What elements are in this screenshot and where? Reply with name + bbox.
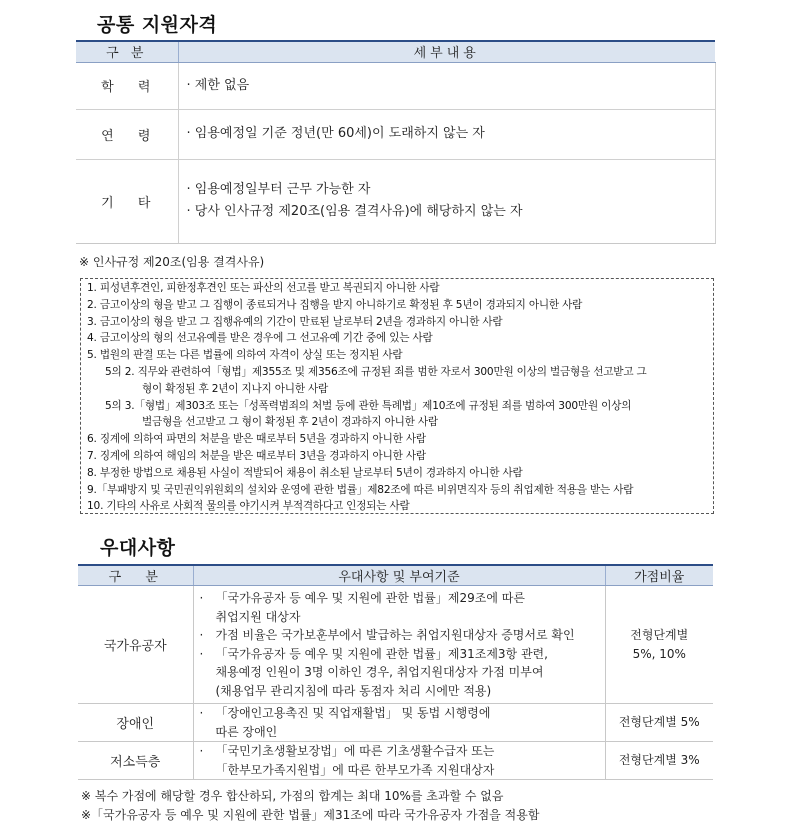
list-item: 4. 금고이상의 형의 선고유예를 받은 경우에 그 선고유예 기간 중에 있는 사람 — [87, 332, 433, 345]
row-detail-low-income — [193, 742, 605, 780]
list-item: 5의 3.「형법」제303조 또는「성폭력범죄의 처벌 등에 관한 특례법」제10조에 규정된 죄를 범하여 300만원 이상의 — [105, 399, 632, 412]
row-label-low-income: 저소득층 — [78, 742, 193, 780]
list-item: 5의 2. 직무와 관련하여「형법」제355조 및 제356조에 규정된 죄를 범한 자로서 300만원 이상의 벌금형을 선고받고 그 — [105, 365, 647, 378]
detail-line: 채용예정 인원이 3명 이하인 경우, 취업지원대상자 가점 미부여 — [215, 665, 544, 679]
row-rate-disabled — [605, 704, 713, 742]
detail-line: · 당사 인사규정 제20조(임용 결격사유)에 해당하지 않는 자 — [186, 204, 523, 219]
header-criteria: 우대사항 및 부여기준 — [193, 565, 605, 586]
table-row — [76, 159, 715, 243]
list-item: 8. 부정한 방법으로 채용된 사실이 적발되어 채용이 취소된 날로부터 5년이 경과하지 아니한 사람 — [87, 466, 523, 479]
table-header-row — [78, 565, 713, 586]
list-item: 2. 금고이상의 형을 받고 그 집행이 종료되거나 집행을 받지 아니하기로 확정된 후 5년이 경과되지 아니한 사람 — [87, 298, 583, 311]
bullet: · — [199, 646, 204, 661]
section-title-preferences: 우대사항 — [100, 537, 176, 559]
row-rate-veterans — [605, 586, 713, 704]
detail-line: 「국민기초생활보장법」에 따른 기초생활수급자 또는 — [215, 744, 495, 758]
footnote-bonus-cap: ※ 복수 가점에 해당할 경우 합산하되, 가점의 합계는 최대 10%를 초과할 수 없음 — [81, 789, 504, 803]
detail-line: 취업지원 대상자 — [215, 609, 301, 624]
disqualification-list-box — [80, 278, 714, 514]
section-title-common-eligibility: 공통 지원자격 — [97, 14, 218, 36]
detail-line: 「국가유공자 등 예우 및 지원에 관한 법률」제29조에 따른 — [215, 591, 525, 605]
list-item: 3. 금고이상의 형을 받고 그 집행유예의 기간이 만료된 날로부터 2년을 경과하지 아니한 사람 — [87, 315, 503, 328]
row-label-other: 기 타 — [76, 159, 178, 243]
rate-line: 전형단계별 — [630, 627, 689, 642]
detail-line: · 임용예정일 기준 정년(만 60세)이 도래하지 않는 자 — [186, 126, 485, 141]
row-label-education: 학 력 — [76, 62, 178, 109]
list-item-continuation: 형이 확정된 후 2년이 지나지 아니한 사람 — [142, 382, 329, 395]
footnote-veterans-law: ※「국가유공자 등 예우 및 지원에 관한 법률」제31조에 따라 국가유공자 가점을 적용함 — [81, 808, 540, 822]
detail-line: 「장애인고용촉진 및 직업재활법」 및 동법 시행령에 — [215, 706, 491, 720]
list-item: 9.「부패방지 및 국민권익위원회의 설치와 운영에 관한 법률」제82조에 따른 비위면직자 등의 취업제한 적용을 받는 사람 — [87, 483, 634, 496]
detail-line: 「국가유공자 등 예우 및 지원에 관한 법률」제31조제3항 관련, — [215, 646, 548, 661]
common-eligibility-table — [76, 40, 716, 244]
row-label-disabled: 장애인 — [78, 704, 193, 742]
hr-regulation-note: ※ 인사규정 제20조(임용 결격사유) — [79, 255, 265, 269]
table-header-row — [76, 41, 715, 62]
header-category: 구 분 — [76, 41, 178, 62]
bullet: · — [199, 628, 204, 642]
rate-line: 전형단계별 5% — [618, 715, 700, 729]
row-detail-age — [178, 109, 715, 159]
rate-line: 전형단계별 3% — [618, 753, 700, 767]
row-detail-veterans — [193, 586, 605, 704]
detail-line: 가점 비율은 국가보훈부에서 발급하는 취업지원대상자 증명서로 확인 — [215, 628, 575, 642]
row-label-age: 연 령 — [76, 109, 178, 159]
table-row — [76, 62, 715, 109]
table-row — [78, 586, 713, 704]
row-detail-other — [178, 159, 715, 243]
list-item: 5. 법원의 판결 또는 다른 법률에 의하여 자격이 상실 또는 정지된 사람 — [87, 349, 403, 362]
rate-line: 5%, 10% — [632, 646, 686, 661]
header-category: 구 분 — [78, 565, 193, 586]
list-item: 7. 징계에 의하여 해임의 처분을 받은 때로부터 3년을 경과하지 아니한 사람 — [87, 449, 426, 462]
detail-line: (채용업무 관리지침에 따라 동점자 처리 시에만 적용) — [215, 683, 492, 698]
detail-line: 「한부모가족지원법」에 따른 한부모가족 지원대상자 — [215, 762, 495, 777]
list-item: 1. 피성년후견인, 피한정후견인 또는 파산의 선고를 받고 복권되지 아니한 사람 — [87, 282, 440, 294]
row-rate-low-income — [605, 742, 713, 780]
row-label-veterans: 국가유공자 — [78, 586, 193, 704]
detail-line: · 임용예정일부터 근무 가능한 자 — [186, 182, 371, 197]
row-detail-education — [178, 62, 715, 109]
header-details: 세부내용 — [178, 41, 715, 62]
bullet: · — [199, 591, 204, 605]
detail-line: 따른 장애인 — [215, 724, 278, 739]
list-item-continuation: 벌금형을 선고받고 그 형이 확정된 후 2년이 경과하지 아니한 사람 — [142, 416, 438, 429]
preference-table — [78, 564, 713, 780]
list-item: 6. 징계에 의하여 파면의 처분을 받은 때로부터 5년을 경과하지 아니한 사람 — [87, 433, 426, 446]
list-item: 10. 기타의 사유로 사회적 물의를 야기시켜 부적격하다고 인정되는 사람 — [87, 500, 410, 513]
table-row — [78, 704, 713, 742]
row-detail-disabled — [193, 704, 605, 742]
header-bonus-rate: 가점비율 — [605, 565, 713, 586]
detail-line: · 제한 없음 — [186, 77, 250, 93]
table-row — [76, 109, 715, 159]
bullet: · — [199, 706, 204, 720]
table-row — [78, 742, 713, 780]
bullet: · — [199, 744, 204, 758]
